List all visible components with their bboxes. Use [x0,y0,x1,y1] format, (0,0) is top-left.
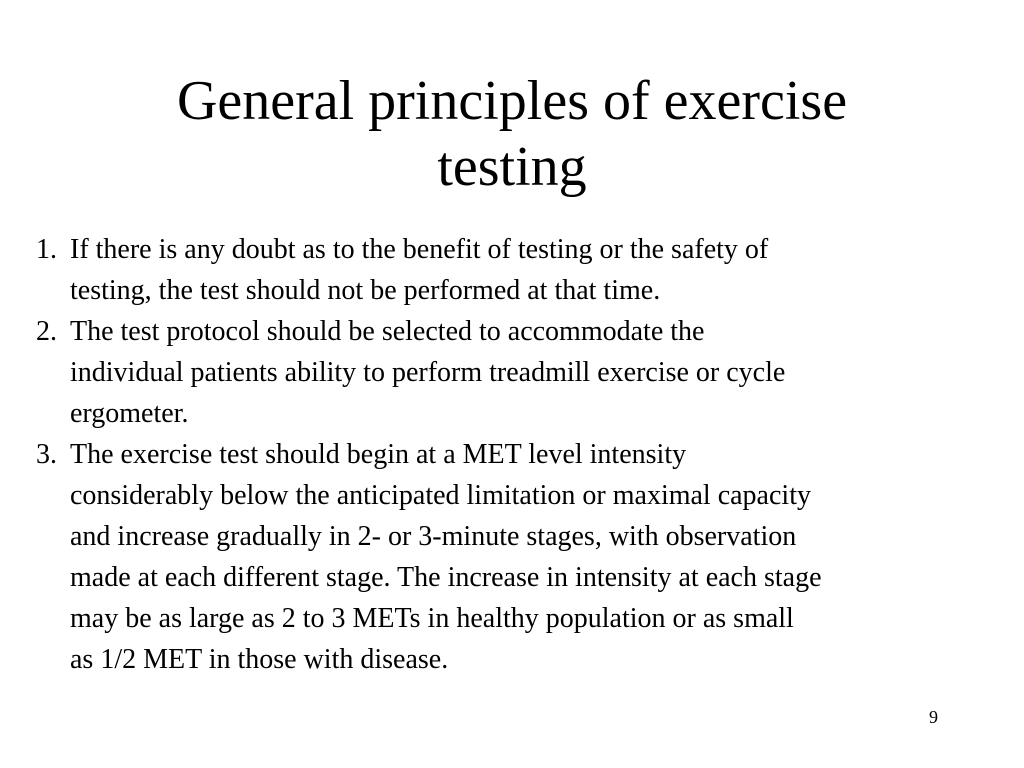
list-item-line: The exercise test should begin at a MET level intensity [70,439,687,470]
numbered-list [36,229,996,680]
list-item-line: made at each different stage. The increase in intensity at each stage [70,562,822,593]
page-number: 9 [929,707,938,727]
list-item-number: 2. [36,316,57,347]
list-item-line: If there is any doubt as to the benefit of testing or the safety of [70,234,769,265]
slide-title-line-2: testing [437,136,587,198]
list-item-line: testing, the test should not be performed at that time. [70,275,661,306]
slide-title-line-1: General principles of exercise [176,70,848,132]
list-item [36,434,996,680]
list-item-line: individual patients ability to perform treadmill exercise or cycle [70,357,786,388]
list-item [36,229,996,311]
list-item [36,311,996,434]
list-item-line: and increase gradually in 2- or 3-minute stages, with observation [70,521,797,552]
slide-title [0,68,1024,200]
list-item-number: 1. [36,234,57,265]
list-item-line: ergometer. [70,398,189,429]
list-item-line: The test protocol should be selected to accommodate the [70,316,705,347]
list-item-line: may be as large as 2 to 3 METs in healthy population or as small [70,603,794,634]
list-item-number: 3. [36,439,57,470]
list-item-line: considerably below the anticipated limitation or maximal capacity [70,480,811,511]
list-item-line: as 1/2 MET in those with disease. [70,644,449,675]
